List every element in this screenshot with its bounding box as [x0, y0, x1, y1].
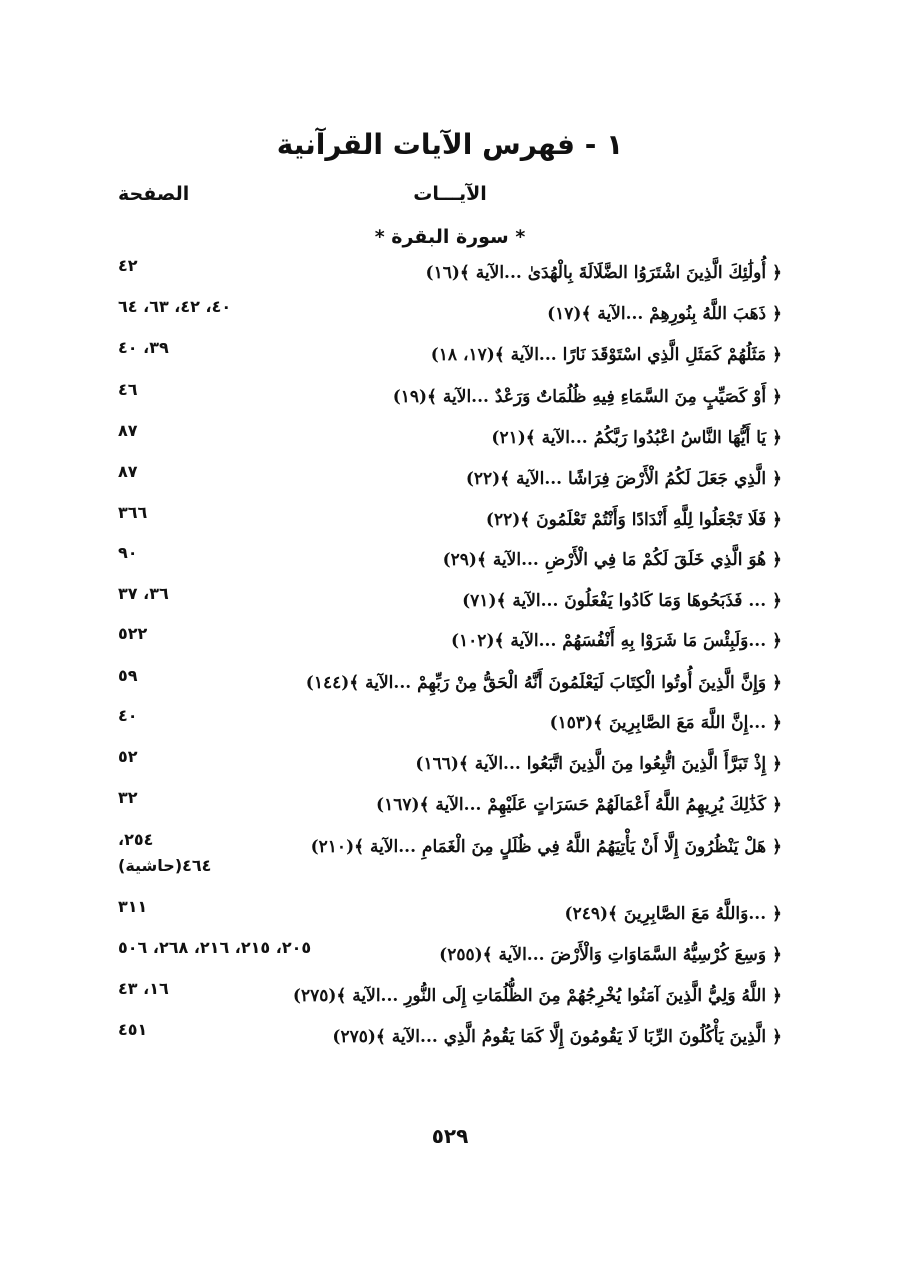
page-refs: ٩٠ [118, 543, 138, 562]
index-row [118, 380, 782, 416]
index-row [118, 584, 782, 620]
verse-text: ﴿ وَإِنَّ الَّذِينَ أُوتُوا الْكِتَابَ لَيَعْلَمُونَ أَنَّهُ الْحَقُّ مِنْ رَبِّهِمْ ...الآية ﴾(١٤٤) [305, 673, 782, 693]
page-refs: ٤٥١ [118, 1020, 148, 1039]
index-row [118, 897, 782, 933]
index-row [118, 666, 782, 702]
verse-text: ﴿ ذَهَبَ اللَّهُ بِنُورِهِمْ ...الآية ﴾(١٧) [547, 304, 782, 324]
verse-text: ﴿ وَسِعَ كُرْسِيُّهُ السَّمَاوَاتِ وَالْأَرْضَ ...الآية ﴾(٢٥٥) [439, 945, 782, 965]
verses-column-header: الآيـــات [413, 183, 487, 205]
index-row [118, 979, 782, 1015]
verse-text: ﴿ الَّذِينَ يَأْكُلُونَ الرِّبَا لَا يَقُومُونَ إِلَّا كَمَا يَقُومُ الَّذِي ...الآية ﴾(٢٧٥) [332, 1027, 782, 1047]
index-row [118, 624, 782, 660]
index-row [118, 421, 782, 457]
verse-text: ﴿ ...وَلَبِئْسَ مَا شَرَوْا بِهِ أَنْفُسَهُمْ ...الآية ﴾(١٠٢) [450, 631, 782, 651]
page-number: ٥٢٩ [431, 1124, 469, 1148]
page-refs: ٣٢ [118, 788, 138, 807]
index-row [118, 462, 782, 498]
index-row [118, 503, 782, 539]
verse-text: ﴿ ...إِنَّ اللَّهَ مَعَ الصَّابِرِينَ ﴾(١٥٣) [549, 713, 782, 733]
index-row [118, 788, 782, 824]
page-title: ١ - فهرس الآيات القرآنية [276, 128, 624, 161]
page-refs: ٤٦ [118, 380, 138, 399]
verse-text: ﴿ أُولَٰئِكَ الَّذِينَ اشْتَرَوُا الضَّلَالَةَ بِالْهُدَىٰ ...الآية ﴾(١٦) [425, 263, 782, 283]
verse-text: ﴿ يَا أَيُّهَا النَّاسُ اعْبُدُوا رَبَّكُمُ ...الآية ﴾(٢١) [491, 428, 782, 448]
page-refs: ٣٩، ٤٠ [118, 338, 169, 357]
index-row [118, 256, 782, 292]
verse-text: ﴿ مَثَلُهُمْ كَمَثَلِ الَّذِي اسْتَوْقَدَ نَارًا ...الآية ﴾(١٧، ١٨) [430, 345, 782, 365]
verse-text: ﴿ الَّذِي جَعَلَ لَكُمُ الْأَرْضَ فِرَاشًا ...الآية ﴾(٢٢) [465, 469, 782, 489]
verse-text: ﴿ كَذَٰلِكَ يُرِيهِمُ اللَّهُ أَعْمَالَهُمْ حَسَرَاتٍ عَلَيْهِمْ ...الآية ﴾(١٦٧) [376, 795, 782, 815]
index-row [118, 706, 782, 742]
index-row [118, 297, 782, 333]
surah-heading: * سورة البقرة * [374, 226, 526, 248]
verse-text: ﴿ هَلْ يَنْظُرُونَ إِلَّا أَنْ يَأْتِيَهُمُ اللَّهُ فِي ظُلَلٍ مِنَ الْغَمَامِ ...الآية ﴾(٢١٠) [310, 837, 782, 857]
page-refs-footnote: ٤٦٤(حاشية) [118, 856, 212, 875]
page-refs: ١٦، ٤٣ [118, 979, 169, 998]
page-refs: ٣٦٦ [118, 503, 148, 522]
verse-text: ﴿ ... فَذَبَحُوهَا وَمَا كَادُوا يَفْعَلُونَ ...الآية ﴾(٧١) [462, 591, 782, 611]
page-refs: ٥٩ [118, 666, 138, 685]
page-refs: ٣٦، ٣٧ [118, 584, 169, 603]
page-refs: ٤٠، ٤٢، ٦٣، ٦٤ [118, 297, 232, 316]
page-refs: ٢٥٤، [118, 830, 154, 849]
page-refs: ٨٧ [118, 462, 138, 481]
page-refs: ٥٢٢ [118, 624, 148, 643]
page-refs: ٤٢ [118, 256, 138, 275]
verse-text: ﴿ ...وَاللَّهُ مَعَ الصَّابِرِينَ ﴾(٢٤٩) [564, 904, 782, 924]
index-row [118, 938, 782, 974]
page-refs: ٨٧ [118, 421, 138, 440]
page-refs: ٣١١ [118, 897, 148, 916]
page-column-header: الصفحة [118, 183, 190, 205]
verse-text: ﴿ أَوْ كَصَيِّبٍ مِنَ السَّمَاءِ فِيهِ ظُلُمَاتٌ وَرَعْدٌ ...الآية ﴾(١٩) [392, 387, 782, 407]
verse-text: ﴿ هُوَ الَّذِي خَلَقَ لَكُمْ مَا فِي الْأَرْضِ ...الآية ﴾(٢٩) [442, 550, 782, 570]
verse-text: ﴿ إِذْ تَبَرَّأَ الَّذِينَ اتُّبِعُوا مِنَ الَّذِينَ اتَّبَعُوا ...الآية ﴾(١٦٦) [415, 754, 782, 774]
index-row [118, 747, 782, 783]
verse-text: ﴿ اللَّهُ وَلِيُّ الَّذِينَ آمَنُوا يُخْرِجُهُمْ مِنَ الظُّلُمَاتِ إِلَى النُّورِ ...الآية ﴾(٢٧٥) [292, 986, 782, 1006]
page-refs: ٤٠ [118, 706, 138, 725]
index-row [118, 830, 782, 890]
index-row [118, 1020, 782, 1056]
page-refs: ٥٢ [118, 747, 138, 766]
verse-text: ﴿ فَلَا تَجْعَلُوا لِلَّهِ أَنْدَادًا وَأَنْتُمْ تَعْلَمُونَ ﴾(٢٢) [485, 510, 782, 530]
page-refs: ٢٠٥، ٢١٥، ٢١٦، ٢٦٨، ٥٠٦ [118, 938, 312, 957]
index-row [118, 338, 782, 374]
index-row [118, 543, 782, 579]
